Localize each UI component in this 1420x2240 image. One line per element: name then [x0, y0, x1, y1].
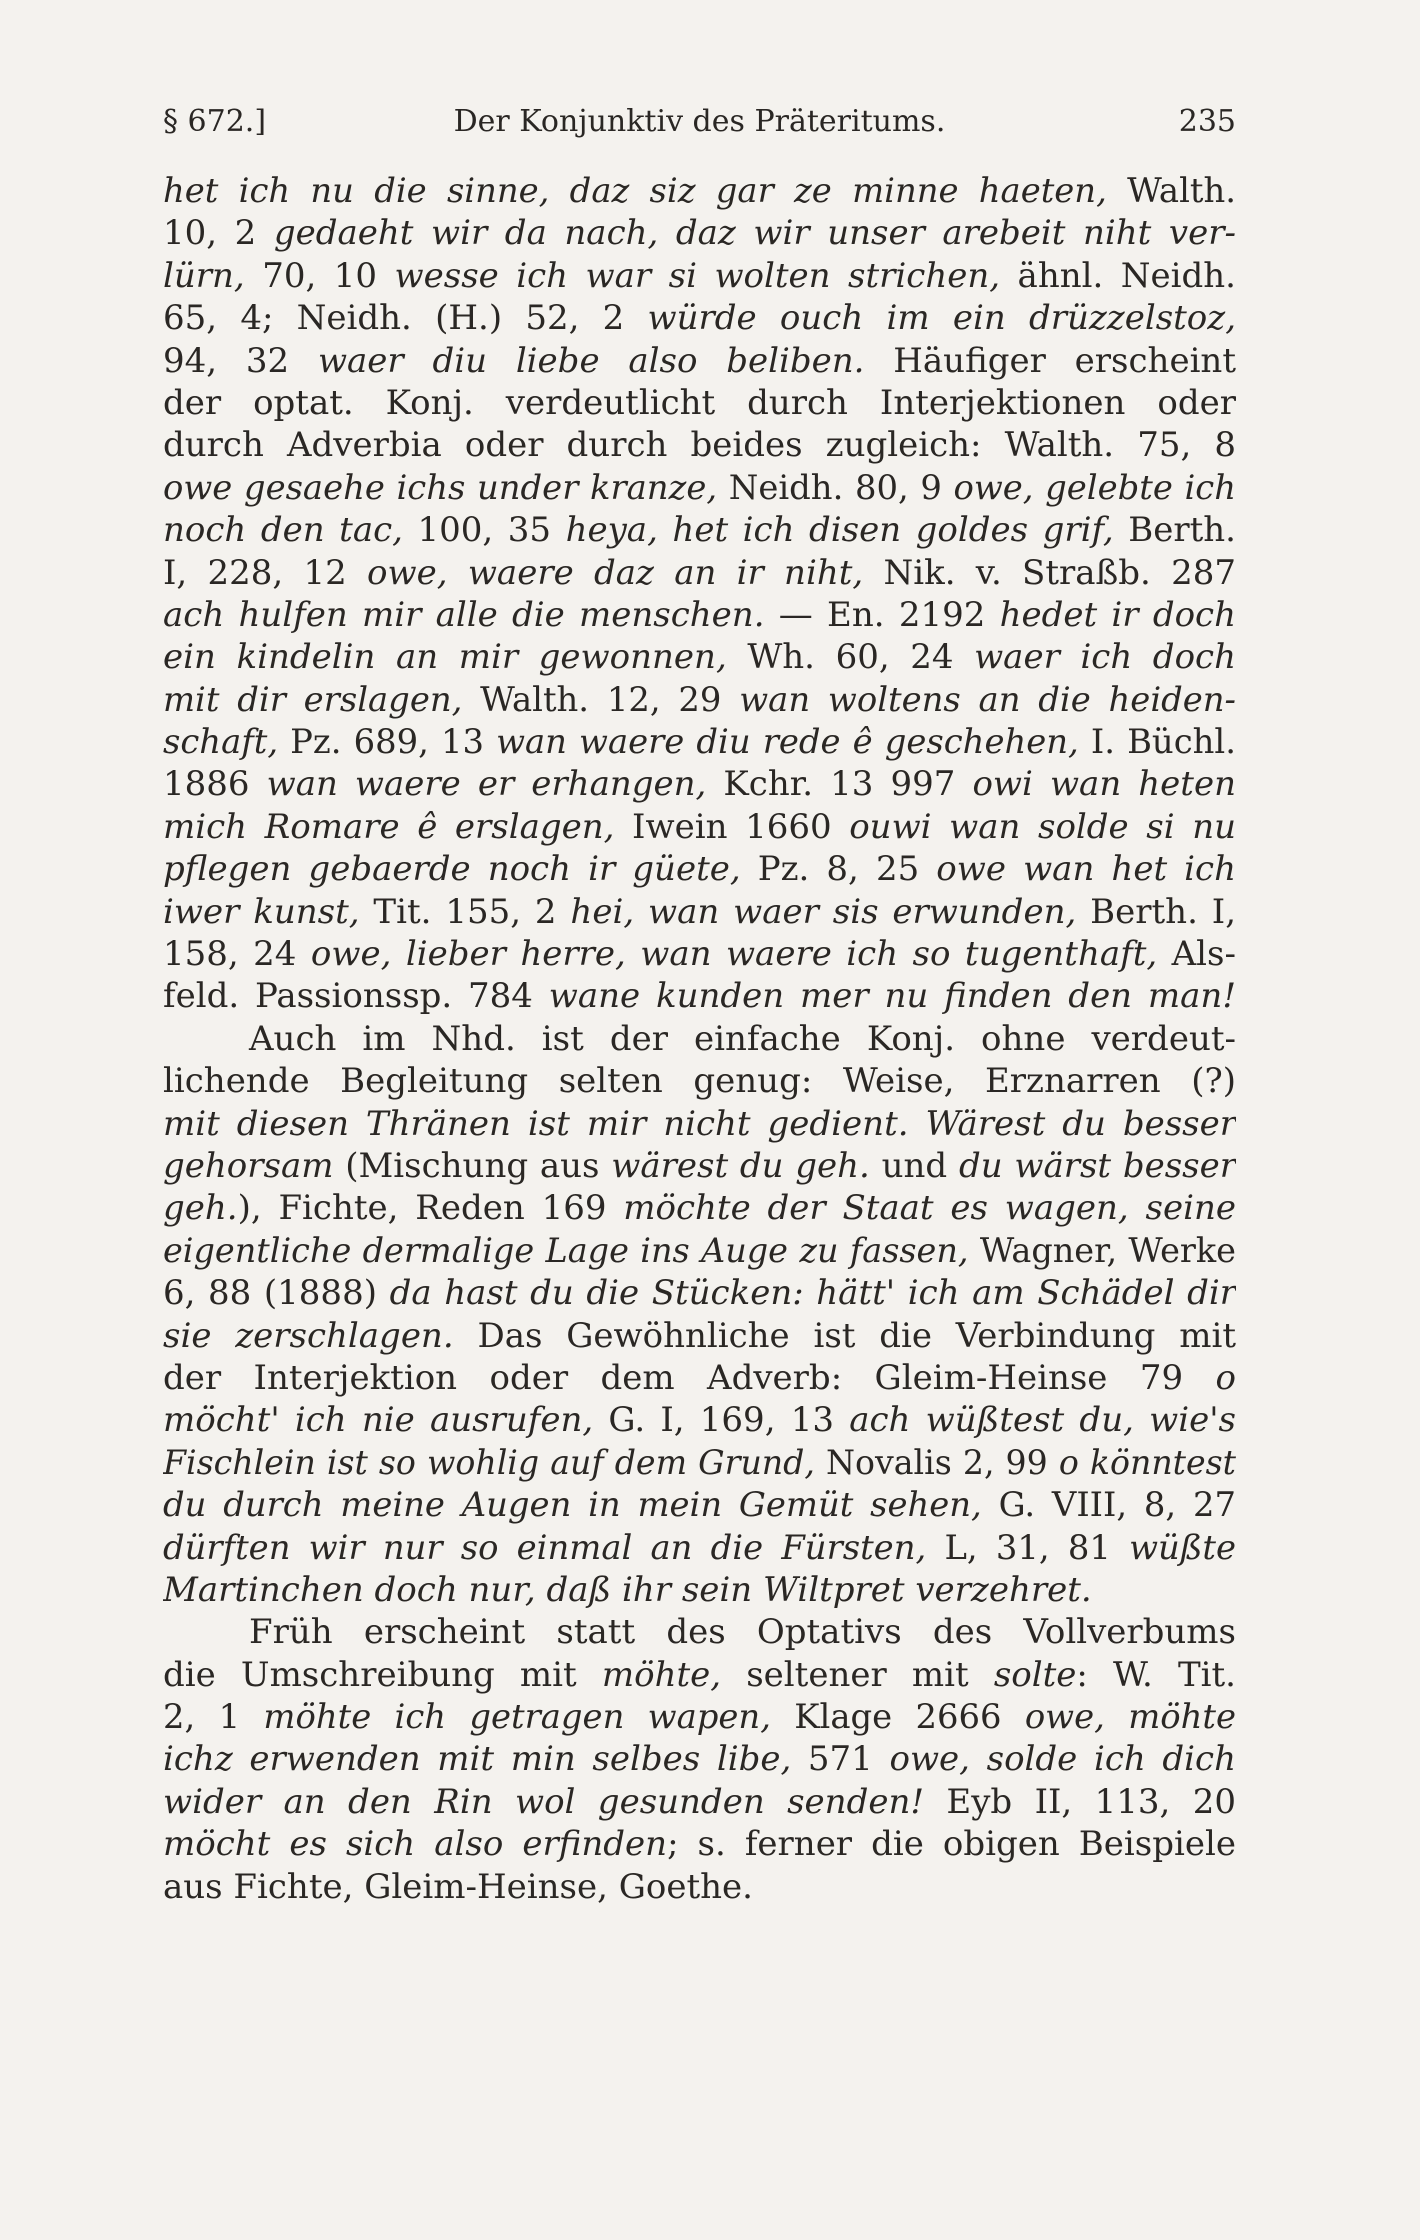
roman-text: Walth. 12, 29	[462, 679, 740, 719]
roman-text: 571	[791, 1739, 890, 1780]
text-line	[163, 1145, 1236, 1187]
text-line	[163, 594, 1236, 636]
page-title: Der Konjunktiv des Präteritums.	[453, 104, 946, 139]
italic-text: wan woltens an die heiden-	[739, 679, 1236, 719]
text-line	[163, 806, 1236, 848]
roman-text: 65, 4; Neidh. (H.) 52, 2	[163, 298, 648, 339]
italic-text: ouwi wan solde si nu	[849, 806, 1236, 847]
italic-text: o könntest	[1058, 1442, 1236, 1482]
italic-text: noch den tac,	[163, 510, 403, 551]
text-line	[163, 340, 1236, 382]
roman-text: lichende Begleitung selten genug: Weise, Erznarren (?)	[163, 1061, 1236, 1102]
italic-text: waer ich doch	[974, 637, 1236, 678]
italic-text: gedaeht wir da nach, daz wir unser arebeit niht ver-	[273, 213, 1236, 254]
text-line	[163, 679, 1236, 721]
italic-text: het ich nu die sinne, daz siz gar ze minne haeten,	[163, 171, 1107, 210]
roman-text: — En. 2192	[764, 594, 1000, 635]
roman-text: der Interjektion oder dem Adverb: Gleim-Heinse 79	[163, 1357, 1216, 1398]
italic-text: iwer kunst,	[163, 891, 360, 932]
italic-text: du durch meine Augen in mein Gemüt sehen,	[163, 1485, 982, 1525]
italic-text: wan waere diu rede ê geschehen,	[496, 722, 1079, 762]
roman-text: Kchr. 13 997	[706, 764, 973, 805]
italic-text: gehorsam	[163, 1145, 334, 1186]
italic-text: owe gesaehe ichs under kranze,	[163, 467, 718, 507]
text-line	[163, 1315, 1236, 1357]
italic-text: schaft,	[163, 722, 279, 762]
text-line	[163, 1018, 1236, 1060]
page-number: 235	[1178, 104, 1236, 139]
italic-text: heya, het ich disen goldes grif,	[565, 510, 1114, 551]
roman-text: Wagner, Werke	[968, 1230, 1236, 1270]
text-line	[163, 297, 1236, 339]
italic-text: owi wan heten	[972, 764, 1236, 805]
roman-text: Als-	[1157, 934, 1236, 975]
italic-text: hedet ir doch	[999, 594, 1236, 635]
running-header	[163, 98, 1236, 146]
roman-text: 100, 35	[402, 510, 566, 551]
roman-text: 158, 24	[163, 934, 311, 975]
text-line	[163, 975, 1236, 1017]
text-line	[163, 1696, 1236, 1738]
italic-text: ach wüßtest du, wie's	[849, 1400, 1236, 1441]
italic-text: wane kunden mer nu finden den man!	[548, 976, 1236, 1017]
italic-text: mich Romare ê erslagen,	[163, 806, 615, 847]
italic-text: möchte der Staat es wagen, seine	[623, 1188, 1236, 1229]
roman-text: ähnl. Neidh.	[1000, 255, 1236, 296]
italic-text: owe, waere daz an ir niht,	[367, 552, 864, 593]
roman-text: Novalis 2, 99	[814, 1442, 1059, 1482]
text-line	[163, 1272, 1236, 1314]
text-line	[163, 848, 1236, 890]
italic-text: Fischlein ist so wohlig auf dem Grund,	[163, 1442, 815, 1482]
text-line	[163, 721, 1236, 763]
italic-text: möhte,	[601, 1654, 722, 1695]
roman-text: und	[869, 1145, 959, 1186]
italic-text: wüßte	[1129, 1527, 1236, 1567]
text-line	[163, 1187, 1236, 1229]
section-reference: § 672.]	[163, 104, 267, 139]
roman-text: L, 31, 81	[926, 1527, 1130, 1567]
roman-text: seltener mit	[721, 1654, 994, 1695]
roman-text: Auch im Nhd. ist der einfache Konj. ohne verdeut-	[249, 1018, 1236, 1059]
italic-text: würde ouch im ein drüzzelstoz,	[647, 298, 1236, 339]
text-line	[163, 1103, 1236, 1145]
roman-text: ; s. ferner die obigen Beispiele	[667, 1824, 1236, 1865]
roman-text: : W. Tit.	[1076, 1654, 1236, 1695]
text-line	[163, 1230, 1236, 1272]
text-line	[163, 636, 1236, 678]
italic-text: möcht' ich nie ausrufen,	[163, 1400, 594, 1441]
text-line	[163, 1357, 1236, 1399]
italic-text: hei, wan waer sis erwunden,	[570, 891, 1077, 932]
roman-text: durch Adverbia oder durch beides zugleich: Walth. 75, 8	[163, 425, 1236, 466]
roman-text: aus Fichte, Gleim-Heinse, Goethe.	[163, 1866, 753, 1907]
italic-text: owe, lieber herre, wan waere ich so tugenthaft,	[310, 934, 1158, 975]
italic-text: möhte ich getragen wapen,	[263, 1697, 771, 1737]
text-line	[163, 170, 1236, 212]
roman-text: Walth.	[1106, 171, 1236, 210]
italic-text: wärest du geh.	[611, 1145, 870, 1186]
italic-text: mit diesen Thränen ist mir nicht gedient. Wärest du besser	[163, 1103, 1236, 1144]
italic-text: lürn,	[163, 255, 245, 296]
text-line	[163, 933, 1236, 975]
text-line	[163, 552, 1236, 594]
roman-text: Tit. 155, 2	[359, 891, 571, 932]
text-line	[163, 424, 1236, 466]
roman-text: 70, 10	[244, 255, 395, 296]
roman-text: feld. Passionssp. 784	[163, 976, 549, 1017]
roman-text: 94, 32	[163, 340, 318, 381]
roman-text: (Mischung aus	[333, 1145, 612, 1186]
roman-text: Das Gewöhnliche ist die Verbindung mit	[453, 1315, 1236, 1356]
italic-text: ach hulfen mir alle die menschen.	[163, 594, 765, 635]
text-line	[163, 509, 1236, 551]
roman-text: Klage 2666	[770, 1697, 1025, 1737]
italic-text: sie zerschlagen.	[163, 1315, 454, 1356]
text-line	[163, 1569, 1236, 1611]
text-line	[163, 891, 1236, 933]
italic-text: du wärst besser	[958, 1145, 1236, 1186]
roman-text: Pz. 689, 13	[278, 722, 497, 762]
italic-text: eigentliche dermalige Lage ins Auge zu fassen,	[163, 1230, 969, 1270]
italic-text: wesse ich war si wolten strichen,	[394, 255, 1001, 296]
text-line	[163, 1781, 1236, 1823]
roman-text: ), Fichte, Reden 169	[237, 1188, 624, 1229]
body-text	[163, 170, 1236, 1908]
roman-text: 1886	[163, 764, 267, 805]
text-line	[163, 1399, 1236, 1441]
italic-text: o	[1215, 1357, 1236, 1398]
text-line	[163, 1060, 1236, 1102]
italic-text: owe, möhte	[1024, 1697, 1236, 1737]
roman-text: 10, 2	[163, 213, 274, 254]
italic-text: möcht es sich also erfinden	[163, 1824, 668, 1865]
italic-text: mit dir erslagen,	[163, 679, 463, 719]
italic-text: Martinchen doch nur, daß ihr sein Wiltpret verzehret.	[163, 1569, 1092, 1610]
text-line	[163, 1823, 1236, 1865]
italic-text: owe wan het ich	[936, 849, 1236, 890]
text-line	[163, 1654, 1236, 1696]
italic-text: owe, gelebte ich	[953, 467, 1236, 507]
italic-text: da hast du die Stücken: hätt' ich am Schädel dir	[389, 1273, 1236, 1314]
text-line	[163, 1484, 1236, 1526]
text-line	[163, 1738, 1236, 1780]
text-line	[163, 1866, 1236, 1908]
roman-text: Pz. 8, 25	[740, 849, 937, 890]
text-line	[163, 467, 1236, 509]
roman-text: I, 228, 12	[163, 552, 368, 593]
italic-text: wider an den Rin wol gesunden senden!	[163, 1781, 925, 1822]
roman-text: I. Büchl.	[1078, 722, 1236, 762]
italic-text: owe, solde ich dich	[889, 1739, 1236, 1780]
text-line	[163, 1527, 1236, 1569]
italic-text: dürften wir nur so einmal an die Fürsten,	[163, 1527, 927, 1567]
italic-text: ichz erwenden mit min selbes libe,	[163, 1739, 792, 1780]
text-line	[163, 212, 1236, 254]
roman-text: Früh erscheint statt des Optativs des Vollverbums	[249, 1612, 1236, 1653]
italic-text: ein kindelin an mir gewonnen,	[163, 637, 727, 678]
italic-text: geh.	[163, 1188, 238, 1229]
text-line	[163, 382, 1236, 424]
roman-text: die Umschreibung mit	[163, 1654, 602, 1695]
text-line	[163, 255, 1236, 297]
roman-text: Nik. v. Straßb. 287	[863, 552, 1236, 593]
italic-text: solte	[993, 1654, 1077, 1695]
italic-text: waer diu liebe also beliben.	[317, 340, 865, 381]
text-line	[163, 1611, 1236, 1653]
roman-text: Neidh. 80, 9	[717, 467, 954, 507]
roman-text: Berth.	[1113, 510, 1236, 551]
roman-text: Iwein 1660	[614, 806, 850, 847]
roman-text: Eyb II, 113, 20	[924, 1781, 1236, 1822]
roman-text: Wh. 60, 24	[726, 637, 975, 678]
roman-text: 6, 88 (1888)	[163, 1273, 390, 1314]
roman-text: der optat. Konj. verdeutlicht durch Interjektionen oder	[163, 382, 1236, 423]
text-line	[163, 763, 1236, 805]
text-line	[163, 1442, 1236, 1484]
roman-text: 2, 1	[163, 1697, 264, 1737]
roman-text: Häufiger erscheint	[864, 340, 1236, 381]
italic-text: pflegen gebaerde noch ir güete,	[163, 849, 741, 890]
roman-text: G. I, 169, 13	[593, 1400, 850, 1441]
italic-text: wan waere er erhangen,	[266, 764, 707, 805]
roman-text: Berth. I,	[1076, 891, 1236, 932]
roman-text: G. VIII, 8, 27	[981, 1485, 1236, 1525]
